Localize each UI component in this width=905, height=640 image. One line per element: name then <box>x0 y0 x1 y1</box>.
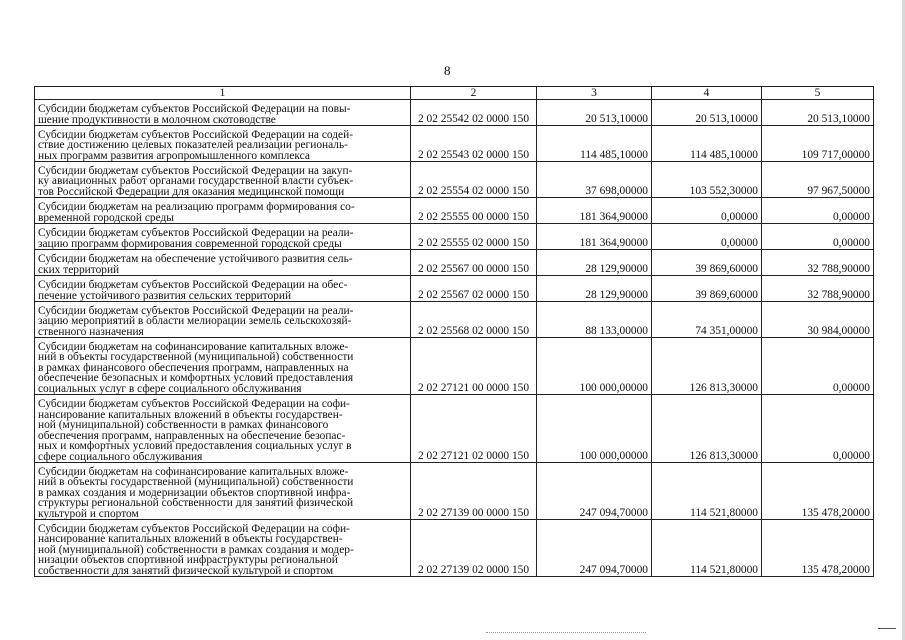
table-row <box>35 224 874 250</box>
subsidy-description <box>35 198 411 224</box>
table-header-row <box>35 87 874 100</box>
amount-column-5: 0,00000 <box>762 224 874 250</box>
amount-column-4: 103 552,30000 <box>652 162 762 198</box>
budget-classification-code: 2 02 25568 02 0000 150 <box>411 302 537 338</box>
table-row <box>35 100 874 126</box>
subsidy-description <box>35 395 411 463</box>
description-line: зацию программ формирования современной городской среды <box>38 237 342 250</box>
amount-column-4: 0,00000 <box>652 224 762 250</box>
amount-column-5: 135 478,20000 <box>762 463 874 520</box>
description-line: ний в объекты государственной (муниципальной) собственности <box>38 351 354 363</box>
table-row <box>35 463 874 520</box>
amount-column-3: 20 513,10000 <box>537 100 652 126</box>
corner-scan-mark <box>878 628 896 635</box>
description-line: Субсидии бюджетам субъектов Российской Федерации на софи- <box>38 522 350 535</box>
description-line: печение устойчивого развития сельских территорий <box>38 289 292 302</box>
amount-column-3: 37 698,00000 <box>537 162 652 198</box>
subsidy-description <box>35 224 411 250</box>
table-row <box>35 520 874 577</box>
amount-column-5: 32 788,90000 <box>762 250 874 276</box>
amount-column-3: 100 000,00000 <box>537 338 652 395</box>
description-line: ских территорий <box>38 263 120 276</box>
page-number: 8 <box>444 63 451 78</box>
description-line: в рамках финансового обеспечения программ, направленных на <box>38 361 349 374</box>
description-line: Субсидии бюджетам на реализацию программ формирования со- <box>38 201 355 213</box>
table-row <box>35 302 874 338</box>
description-line: Субсидии бюджетам на софинансирование капитальных вложе- <box>38 465 349 478</box>
description-line: ствие достижению целевых показателей реализации региональ- <box>38 139 348 151</box>
budget-classification-code: 2 02 27121 02 0000 150 <box>411 395 537 463</box>
subsidy-description <box>35 520 411 577</box>
budget-classification-code: 2 02 27121 00 0000 150 <box>411 338 537 395</box>
amount-column-3: 28 129,90000 <box>537 276 652 302</box>
description-line: Субсидии бюджетам субъектов Российской Федерации на реали- <box>38 227 354 239</box>
amount-column-3: 100 000,00000 <box>537 395 652 463</box>
description-line: Субсидии бюджетам субъектов Российской Федерации на реали- <box>38 304 354 317</box>
description-line: ной (муниципальной) собственности в рамках создания и модер- <box>38 543 354 556</box>
amount-column-4: 126 813,30000 <box>652 338 762 395</box>
subsidy-description <box>35 276 411 302</box>
description-line: зацию мероприятий в области мелиорации земель сельскохозяй- <box>38 315 352 327</box>
description-line: низации объектов спортивной инфраструктуры региональной <box>38 554 338 566</box>
budget-classification-code: 2 02 25543 02 0000 150 <box>411 126 537 162</box>
amount-column-5: 0,00000 <box>762 338 874 395</box>
description-line: Субсидии бюджетам субъектов Российской Федерации на софи- <box>38 398 350 410</box>
description-line: социальных услуг в сфере социального обслуживания <box>38 382 302 395</box>
description-line: шение продуктивности в молочном скотоводстве <box>38 113 276 126</box>
description-line: нансирование капитальных вложений в объекты государствен- <box>38 533 343 545</box>
amount-column-3: 114 485,10000 <box>537 126 652 162</box>
amount-column-4: 114 485,10000 <box>652 126 762 162</box>
description-line: временной городской среды <box>38 211 174 224</box>
column-header-1: 1 <box>35 87 411 100</box>
description-line: обеспечение безопасных и комфортных условий предоставления <box>38 372 354 384</box>
amount-column-4: 74 351,00000 <box>652 302 762 338</box>
amount-column-3: 247 094,70000 <box>537 520 652 577</box>
description-line: Субсидии бюджетам субъектов Российской Федерации на обес- <box>38 279 348 291</box>
amount-column-5: 0,00000 <box>762 198 874 224</box>
table-row <box>35 338 874 395</box>
table-row <box>35 162 874 198</box>
amount-column-3: 181 364,90000 <box>537 224 652 250</box>
description-line: в рамках создания и модернизации объектов спортивной инфра- <box>38 486 351 499</box>
amount-column-5: 32 788,90000 <box>762 276 874 302</box>
description-line: ку авиационных работ органами государственной власти субъек- <box>38 175 354 187</box>
subsidy-description <box>35 126 411 162</box>
budget-classification-code: 2 02 25554 02 0000 150 <box>411 162 537 198</box>
amount-column-4: 0,00000 <box>652 198 762 224</box>
amount-column-5: 30 984,00000 <box>762 302 874 338</box>
amount-column-3: 247 094,70000 <box>537 463 652 520</box>
amount-column-5: 20 513,10000 <box>762 100 874 126</box>
description-line: Субсидии бюджетам на софинансирование капитальных вложе- <box>38 340 349 353</box>
description-line: структуры региональной собственности для занятий физической <box>38 497 354 509</box>
description-line: ственного назначения <box>38 325 144 338</box>
table-row <box>35 395 874 463</box>
amount-column-5: 0,00000 <box>762 395 874 463</box>
amount-column-3: 28 129,90000 <box>537 250 652 276</box>
description-line: Субсидии бюджетам субъектов Российской Федерации на содей- <box>38 128 353 141</box>
amount-column-4: 39 869,60000 <box>652 250 762 276</box>
table-row <box>35 250 874 276</box>
table-row <box>35 276 874 302</box>
amount-column-5: 109 717,00000 <box>762 126 874 162</box>
description-line: ний в объекты государственной (муниципальной) собственности <box>38 476 354 488</box>
description-line: сфере социального обслуживания <box>38 450 203 463</box>
description-line: Субсидии бюджетам субъектов Российской Федерации на закуп- <box>38 164 353 177</box>
description-line: Субсидии бюджетам на обеспечение устойчивого развития сель- <box>38 253 353 265</box>
budget-classification-code: 2 02 25555 00 0000 150 <box>411 198 537 224</box>
subsidy-description <box>35 302 411 338</box>
amount-column-4: 39 869,60000 <box>652 276 762 302</box>
amount-column-3: 181 364,90000 <box>537 198 652 224</box>
subsidy-description <box>35 250 411 276</box>
budget-classification-code: 2 02 25567 02 0000 150 <box>411 276 537 302</box>
column-header-3: 3 <box>537 87 652 100</box>
amount-column-4: 20 513,10000 <box>652 100 762 126</box>
column-header-5: 5 <box>762 87 874 100</box>
table-row <box>35 126 874 162</box>
budget-classification-code: 2 02 27139 02 0000 150 <box>411 520 537 577</box>
description-line: тов Российской Федерации для оказания медицинской помощи <box>38 185 345 198</box>
description-line: нансирование капитальных вложений в объекты государствен- <box>38 408 343 421</box>
budget-classification-code: 2 02 25542 02 0000 150 <box>411 100 537 126</box>
description-line: ных и комфортных условий предоставления социальных услуг в <box>38 440 352 452</box>
budget-classification-code: 2 02 25567 00 0000 150 <box>411 250 537 276</box>
subsidy-description <box>35 162 411 198</box>
subsidy-description <box>35 338 411 395</box>
table-row <box>35 198 874 224</box>
description-line: Субсидии бюджетам субъектов Российской Федерации на повы- <box>38 103 351 115</box>
budget-classification-code: 2 02 27139 00 0000 150 <box>411 463 537 520</box>
description-line: ной (муниципальной) собственности в рамках финансового <box>38 419 329 431</box>
subsidy-description <box>35 100 411 126</box>
column-header-4: 4 <box>652 87 762 100</box>
description-line: ных программ развития агропромышленного комплекса <box>38 149 310 162</box>
amount-column-4: 126 813,30000 <box>652 395 762 463</box>
description-line: собственности для занятий физической культурой и спортом <box>38 564 334 577</box>
scan-artifact <box>486 632 646 635</box>
amount-column-4: 114 521,80000 <box>652 520 762 577</box>
description-line: культурой и спортом <box>38 507 139 520</box>
subsidies-table <box>34 86 874 577</box>
column-header-2: 2 <box>411 87 537 100</box>
description-line: обеспечения программ, направленных на обеспечение безопас- <box>38 429 346 442</box>
subsidy-description <box>35 463 411 520</box>
amount-column-3: 88 133,00000 <box>537 302 652 338</box>
amount-column-5: 97 967,50000 <box>762 162 874 198</box>
amount-column-5: 135 478,20000 <box>762 520 874 577</box>
amount-column-4: 114 521,80000 <box>652 463 762 520</box>
budget-classification-code: 2 02 25555 02 0000 150 <box>411 224 537 250</box>
